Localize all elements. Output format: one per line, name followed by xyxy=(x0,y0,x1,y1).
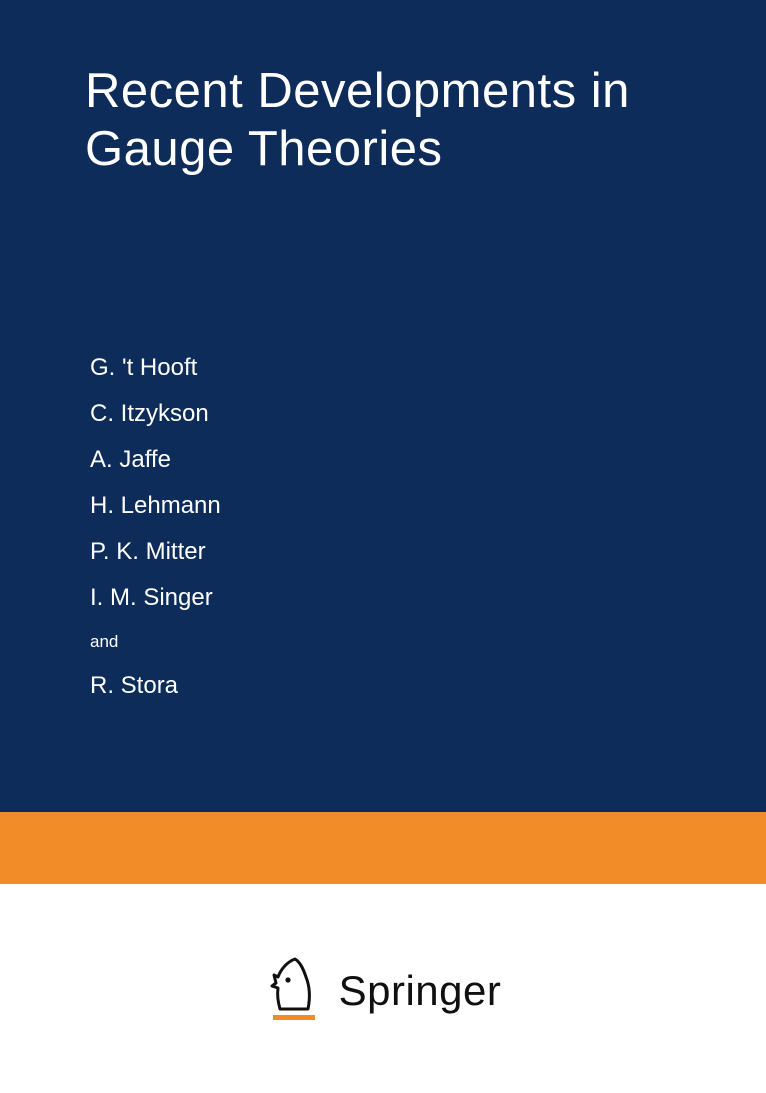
author-2: C. Itzykson xyxy=(90,400,209,427)
author-7: R. Stora xyxy=(90,672,179,699)
book-title xyxy=(85,62,715,178)
author-4: H. Lehmann xyxy=(90,492,221,519)
author-conjunction: and xyxy=(90,632,119,651)
author-3: A. Jaffe xyxy=(90,446,171,473)
author-5: P. K. Mitter xyxy=(90,538,206,565)
author-6: I. M. Singer xyxy=(90,584,213,611)
author-1: G. 't Hooft xyxy=(90,354,198,381)
cover-orange-band xyxy=(0,812,766,884)
publisher-name: Springer xyxy=(338,967,502,1014)
publisher-block xyxy=(0,955,766,1027)
springer-knight-chess-icon xyxy=(265,955,323,1027)
author-list xyxy=(90,345,590,709)
title-line-2: Gauge Theories xyxy=(85,122,443,176)
title-line-1: Recent Developments in xyxy=(85,64,630,118)
